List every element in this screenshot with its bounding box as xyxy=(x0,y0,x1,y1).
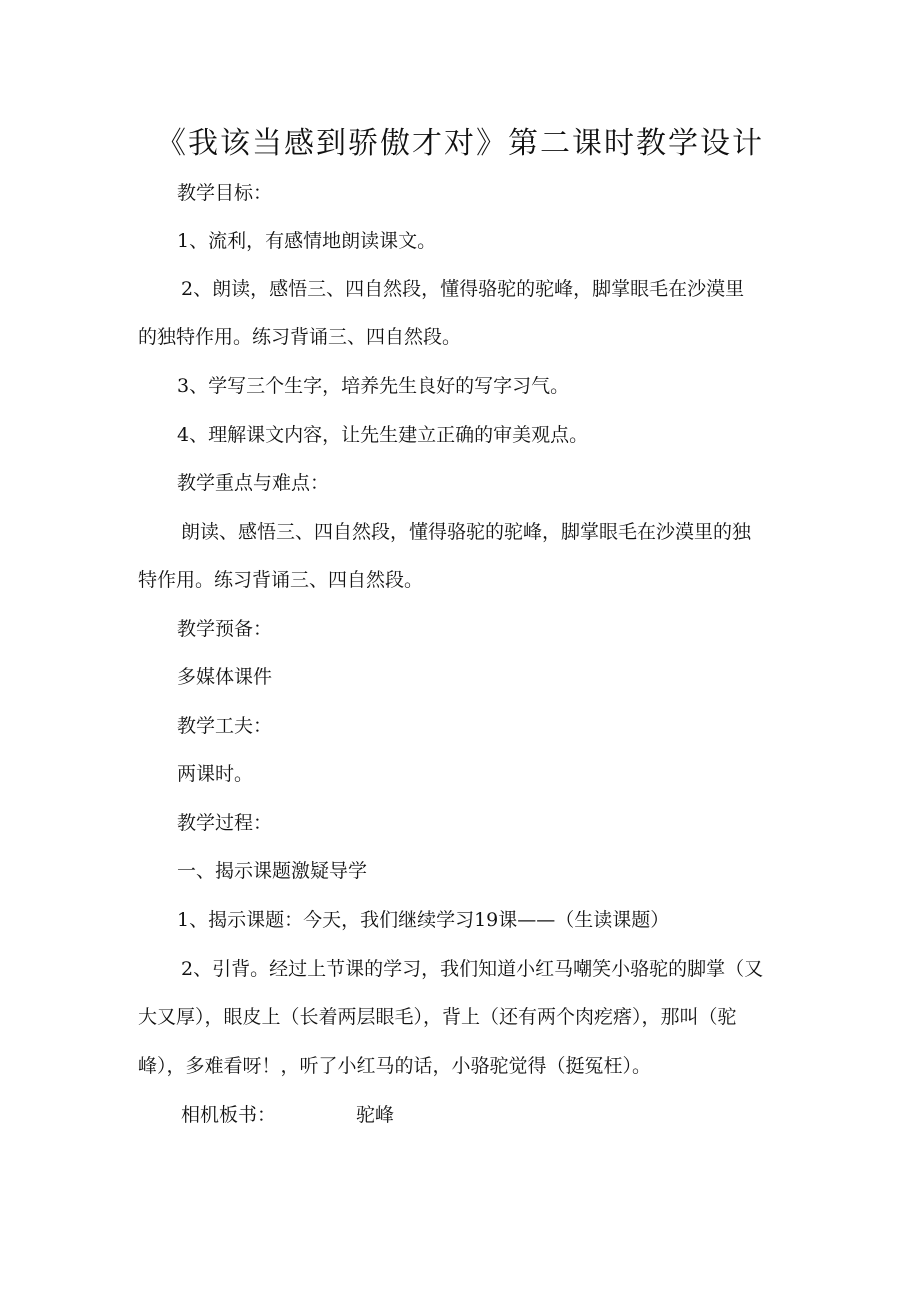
process-step-1-item-2-line-1: 2、引背。经过上节课的学习，我们知道小红马嘲笑小骆驼的脚掌（又 xyxy=(181,958,764,980)
time-content: 两课时。 xyxy=(177,763,254,785)
section-heading-key-points: 教学重点与难点： xyxy=(177,472,330,494)
key-points-line-1: 朗读、感悟三、四自然段，懂得骆驼的驼峰，脚掌眼毛在沙漠里的独 xyxy=(181,521,752,543)
objective-3: 3、学写三个生字，培养先生良好的写字习气。 xyxy=(177,375,570,397)
process-step-1-item-2-line-3: 峰），多难看呀！，听了小红马的话，小骆驼觉得（挺冤枉）。 xyxy=(138,1055,652,1077)
process-step-1-item-2-line-2: 大又厚），眼皮上（长着两层眼毛），背上（还有两个肉疙瘩），那叫（驼 xyxy=(138,1006,737,1028)
section-heading-time: 教学工夫： xyxy=(177,715,273,737)
preparation-content: 多媒体课件 xyxy=(177,666,273,688)
objective-4: 4、理解课文内容，让先生建立正确的审美观点。 xyxy=(177,424,589,446)
process-step-1-item-1: 1、揭示课题：今天，我们继续学习19课——（生读课题） xyxy=(177,909,670,931)
board-value: 驼峰 xyxy=(356,1104,395,1126)
section-heading-objectives: 教学目标： xyxy=(177,182,273,204)
objective-1: 1、流利，有感情地朗读课文。 xyxy=(177,230,437,252)
process-step-1-heading: 一、揭示课题激疑导学 xyxy=(177,860,368,882)
objective-2-line-1: 2、朗读，感悟三、四自然段，懂得骆驼的驼峰，脚掌眼毛在沙漠里 xyxy=(181,278,745,300)
objective-2-line-2: 的独特作用。练习背诵三、四自然段。 xyxy=(138,326,462,348)
section-heading-process: 教学过程： xyxy=(177,812,273,834)
document-title: 《我该当感到骄傲才对》第二课时教学设计 xyxy=(156,126,764,161)
section-heading-preparation: 教学预备： xyxy=(177,618,273,640)
board-label: 相机板书： xyxy=(181,1104,277,1126)
key-points-line-2: 特作用。练习背诵三、四自然段。 xyxy=(138,569,424,591)
